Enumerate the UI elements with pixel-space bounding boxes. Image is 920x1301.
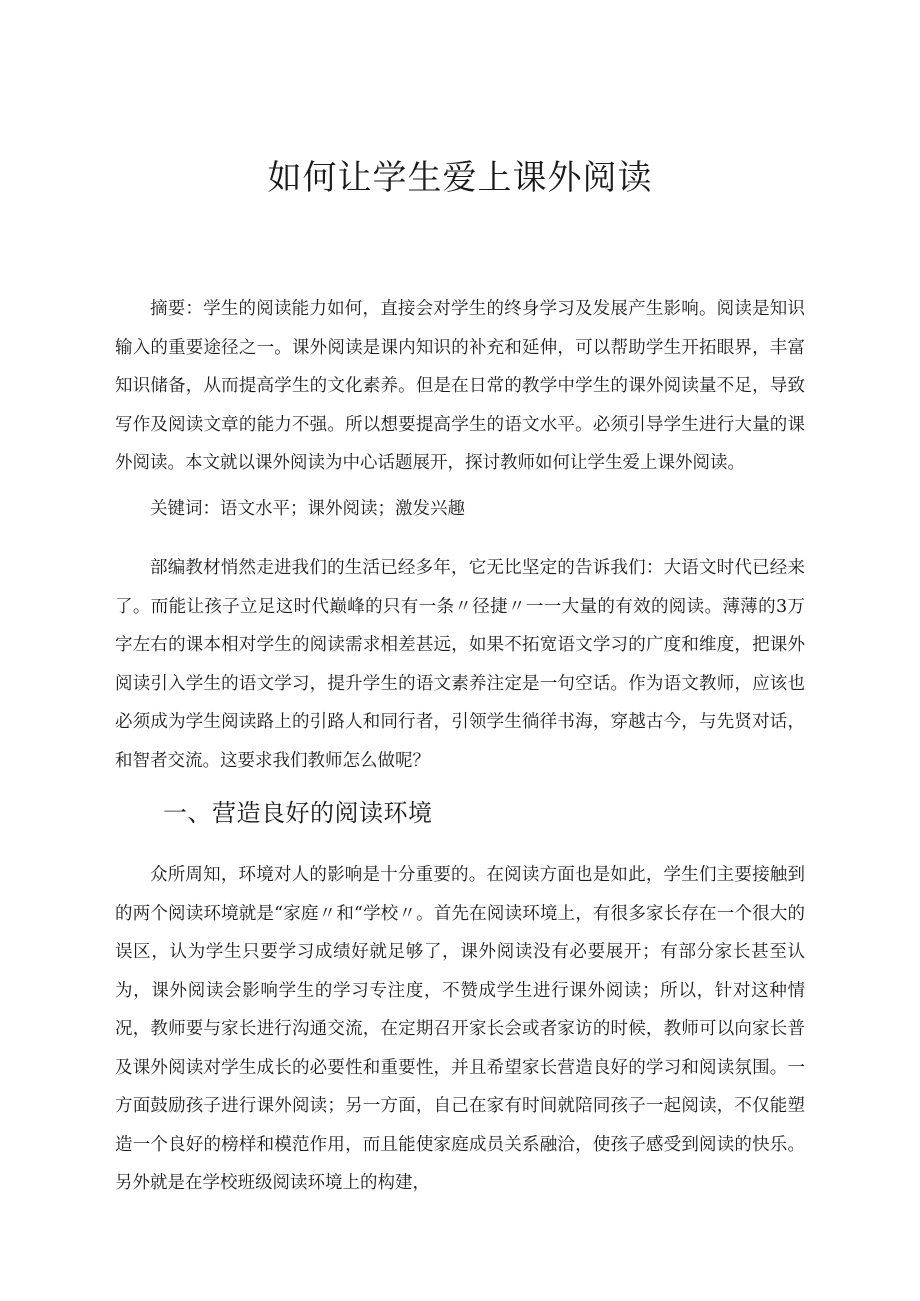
document-title: 如何让学生爱上课外阅读	[267, 158, 653, 198]
intro-paragraph: 部编教材悄然走进我们的生活已经多年，它无比坚定的告诉我们：大语文时代已经来了。而能让孩子立足这时代巅峰的只有一条〃径捷〃一一大量的有效的阅读。薄薄的3万字左右的课本相对学生的阅读需求相差甚远，如果不拓宽语文学习的广度和维度，把课外阅读引入学生的语文学习，提升学生的语文素养注定是一句空话。作为语文教师，应该也必须成为学生阅读路上的引路人和同行者，引领学生徜徉书海，穿越古今，与先贤对话，和智者交流。这要求我们教师怎么做呢？	[115, 558, 805, 771]
section-heading: 一、营造良好的阅读环境	[163, 799, 433, 827]
section-body-paragraph: 众所周知，环境对人的影响是十分重要的。在阅读方面也是如此，学生们主要接触到的两个阅读环境就是“家庭〃和“学校〃。首先在阅读环境上，有很多家长存在一个很大的误区，认为学生只要学习成绩好就足够了，课外阅读没有必要展开；有部分家长甚至认为，课外阅读会影响学生的学习专注度，不赞成学生进行课外阅读；所以，针对这种情况，教师要与家长进行沟通交流，在定期召开家长会或者家访的时候，教师可以向家长普及课外阅读对学生成长的必要性和重要性，并且希望家长营造良好的学习和阅读氛围。一方面鼓励孩子进行课外阅读；另一方面，自己在家有时间就陪同孩子一起阅读，不仅能塑造一个良好的榜样和模范作用，而且能使家庭成员关系融洽，使孩子感受到阅读的快乐。另外就是在学校班级阅读环境上的构建，	[115, 865, 805, 1193]
keywords-line: 关键词：语文水平；课外阅读；激发兴趣	[150, 499, 465, 519]
abstract-paragraph: 摘要：学生的阅读能力如何，直接会对学生的终身学习及发展产生影响。阅读是知识输入的重要途径之一。课外阅读是课内知识的补充和延伸，可以帮助学生开拓眼界，丰富知识储备，从而提高学生的文化素养。但是在日常的教学中学生的课外阅读量不足，导致写作及阅读文章的能力不强。所以想要提高学生的语文水平。必须引导学生进行大量的课外阅读。本文就以课外阅读为中心话题展开，探讨教师如何让学生爱上课外阅读。	[115, 299, 805, 473]
